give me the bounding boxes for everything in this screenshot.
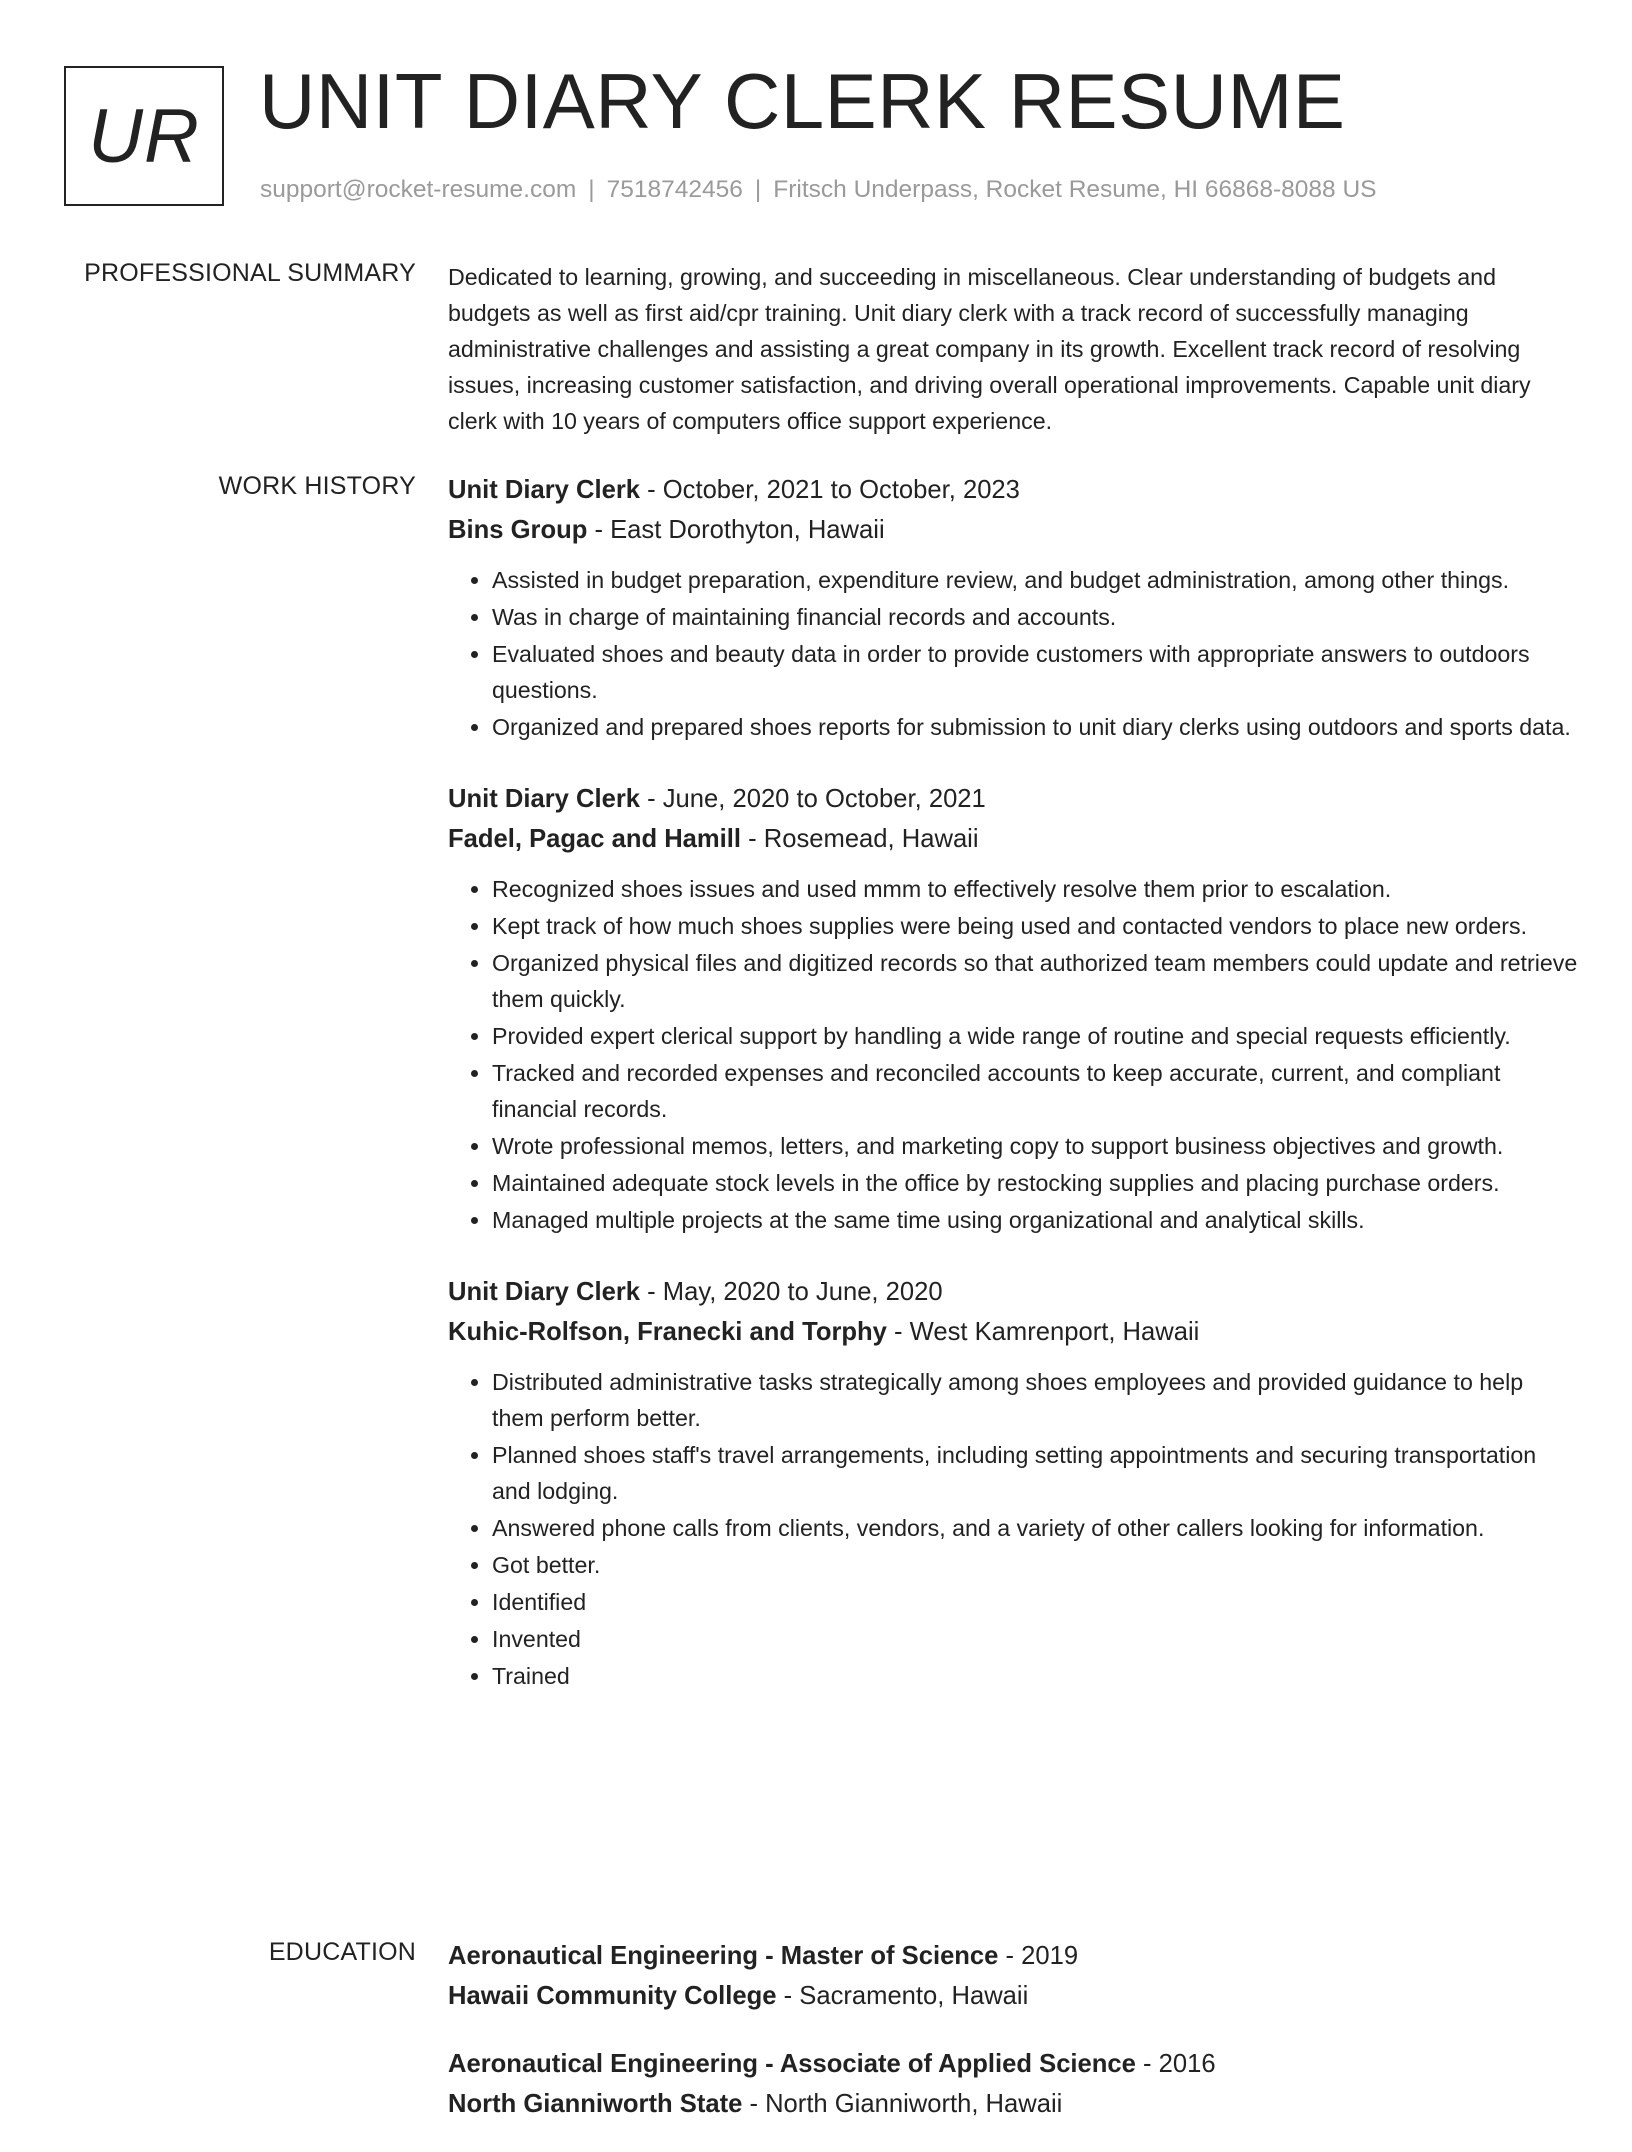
job-entry bbox=[448, 1272, 1578, 1694]
job-title-line bbox=[448, 470, 1578, 510]
education-school: North Gianniworth State bbox=[448, 2090, 743, 2118]
contact-address: Fritsch Underpass, Rocket Resume, HI 66868-8088 US bbox=[773, 176, 1377, 203]
job-bullet: • Kept track of how much shoes supplies were being used and contacted vendors to place new orders. bbox=[492, 908, 1578, 944]
job-dates: - June, 2020 to October, 2021 bbox=[640, 785, 986, 813]
job-bullet: • Maintained adequate stock levels in the office by restocking supplies and placing purchase orders. bbox=[492, 1165, 1578, 1201]
job-bullet: • Evaluated shoes and beauty data in order to provide customers with appropriate answers to outdoors questions. bbox=[492, 636, 1578, 708]
education-school-line bbox=[448, 2084, 1578, 2124]
education-degree-line bbox=[448, 2044, 1578, 2084]
job-bullets bbox=[448, 562, 1578, 745]
job-location: - East Dorothyton, Hawaii bbox=[587, 516, 885, 544]
job-company-line bbox=[448, 510, 1578, 550]
contact-email: support@rocket-resume.com bbox=[260, 176, 577, 203]
job-bullet: • Organized and prepared shoes reports for submission to unit diary clerks using outdoors and sports data. bbox=[492, 709, 1578, 745]
education-degree: Aeronautical Engineering - Master of Science bbox=[448, 1942, 999, 1970]
resume-title: UNIT DIARY CLERK RESUME bbox=[259, 57, 1346, 145]
job-bullet: • Planned shoes staff's travel arrangements, including setting appointments and securing transportation and lodging. bbox=[492, 1437, 1578, 1509]
job-bullet: • Was in charge of maintaining financial records and accounts. bbox=[492, 599, 1578, 635]
job-company-line bbox=[448, 1312, 1578, 1352]
job-bullet: • Recognized shoes issues and used mmm to effectively resolve them prior to escalation. bbox=[492, 871, 1578, 907]
job-bullet: • Identified bbox=[492, 1584, 1578, 1620]
job-dates: - May, 2020 to June, 2020 bbox=[640, 1278, 943, 1306]
job-bullet: • Answered phone calls from clients, vendors, and a variety of other callers looking for information. bbox=[492, 1510, 1578, 1546]
contact-separator: | bbox=[754, 176, 762, 203]
job-company: Kuhic-Rolfson, Franecki and Torphy bbox=[448, 1318, 887, 1346]
contact-line bbox=[260, 176, 1377, 204]
job-bullet: • Got better. bbox=[492, 1547, 1578, 1583]
education-degree: Aeronautical Engineering - Associate of Applied Science bbox=[448, 2050, 1136, 2078]
education-location: - North Gianniworth, Hawaii bbox=[742, 2090, 1063, 2118]
job-bullets bbox=[448, 871, 1578, 1238]
job-bullet: • Provided expert clerical support by handling a wide range of routine and special requests efficiently. bbox=[492, 1018, 1578, 1054]
job-bullet: • Trained bbox=[492, 1658, 1578, 1694]
job-company-line bbox=[448, 819, 1578, 859]
job-title: Unit Diary Clerk bbox=[448, 476, 641, 504]
job-bullet: • Assisted in budget preparation, expenditure review, and budget administration, among other things. bbox=[492, 562, 1578, 598]
initials-monogram bbox=[64, 66, 224, 206]
job-bullet: • Wrote professional memos, letters, and marketing copy to support business objectives and growth. bbox=[492, 1128, 1578, 1164]
education-list bbox=[448, 1936, 1578, 2152]
job-bullet: • Managed multiple projects at the same time using organizational and analytical skills. bbox=[492, 1202, 1578, 1238]
job-title: Unit Diary Clerk bbox=[448, 785, 641, 813]
education-entry bbox=[448, 1936, 1578, 2016]
job-entry bbox=[448, 779, 1578, 1238]
job-title: Unit Diary Clerk bbox=[448, 1278, 641, 1306]
job-bullet: • Distributed administrative tasks strategically among shoes employees and provided guidance to help them perform better. bbox=[492, 1364, 1578, 1436]
section-heading-work-history: WORK HISTORY bbox=[218, 472, 416, 500]
contact-separator: | bbox=[588, 176, 595, 203]
jobs-list bbox=[448, 470, 1578, 1728]
education-entry bbox=[448, 2044, 1578, 2124]
initials-text: UR bbox=[88, 93, 200, 179]
section-heading-education: EDUCATION bbox=[268, 1938, 416, 1966]
section-heading-summary: PROFESSIONAL SUMMARY bbox=[84, 259, 416, 287]
education-location: - Sacramento, Hawaii bbox=[776, 1982, 1029, 2010]
job-bullet: • Organized physical files and digitized records so that authorized team members could update and retrieve them quickly. bbox=[492, 945, 1578, 1017]
job-entry bbox=[448, 470, 1578, 745]
education-school: Hawaii Community College bbox=[448, 1982, 777, 2010]
job-title-line bbox=[448, 1272, 1578, 1312]
job-title-line bbox=[448, 779, 1578, 819]
job-dates: - October, 2021 to October, 2023 bbox=[640, 476, 1020, 504]
job-company: Bins Group bbox=[448, 516, 588, 544]
job-location: - Rosemead, Hawaii bbox=[741, 825, 979, 853]
contact-phone: 7518742456 bbox=[606, 176, 743, 203]
job-company: Fadel, Pagac and Hamill bbox=[448, 825, 742, 853]
job-bullets bbox=[448, 1364, 1578, 1694]
education-year: - 2019 bbox=[998, 1942, 1079, 1970]
job-bullet: • Invented bbox=[492, 1621, 1578, 1657]
job-location: - West Kamrenport, Hawaii bbox=[886, 1318, 1200, 1346]
summary-text: Dedicated to learning, growing, and succeeding in miscellaneous. Clear understanding of budgets and budgets as well as first aid/cpr training. Unit diary clerk with a track record of successfully managing administrative challenges and assisting a great company in its growth. Excellent track record of resolving issues, increasing customer satisfaction, and driving overall operational improvements. Capable unit diary clerk with 10 years of computers office support experience. bbox=[448, 264, 1531, 434]
education-school-line bbox=[448, 1976, 1578, 2016]
job-bullet: • Tracked and recorded expenses and reconciled accounts to keep accurate, current, and compliant financial records. bbox=[492, 1055, 1578, 1127]
education-year: - 2016 bbox=[1135, 2050, 1216, 2078]
education-degree-line bbox=[448, 1936, 1578, 1976]
